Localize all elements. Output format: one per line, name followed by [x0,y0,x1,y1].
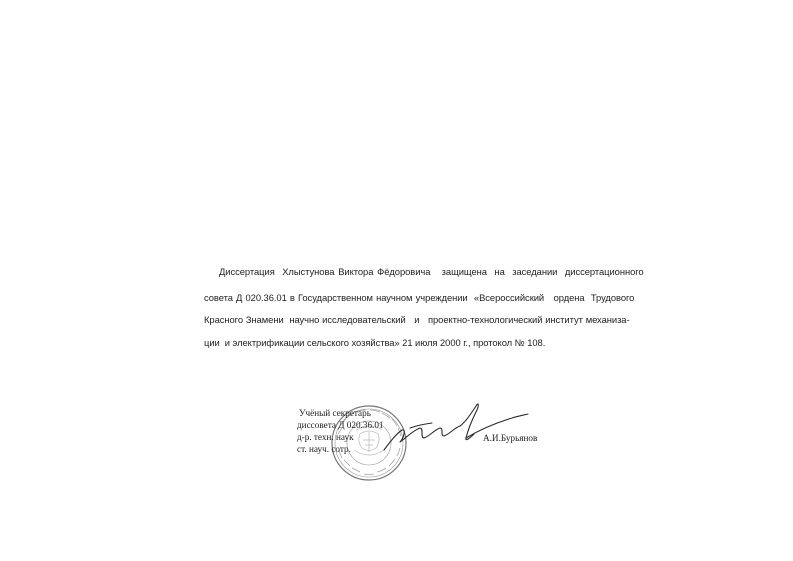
signatory-position: Учёный секретарь [299,408,371,418]
paragraph-line: Диссертация Хлыстунова Виктора Фёдоровича защищена на заседании диссертационного [219,266,644,277]
handwritten-signature [380,398,530,458]
signatory-council: диссовета Д 020.36.01 [297,420,384,430]
signatory-rank: ст. науч. сотр. [297,444,351,454]
signatory-degree: д-р. техн. наук [297,432,354,442]
paragraph-line: Красного Знамени научно исследовательский и проектно-технологический институт механиза- [204,314,630,325]
signatory-name: А.И.Бурьянов [483,433,538,443]
paragraph-line: ции и электрификации сельского хозяйства» 21 июля 2000 г., протокол № 108. [204,337,546,348]
paragraph-line: совета Д 020.36.01 в Государственном научном учреждении «Всероссийский ордена Трудового [204,292,635,303]
